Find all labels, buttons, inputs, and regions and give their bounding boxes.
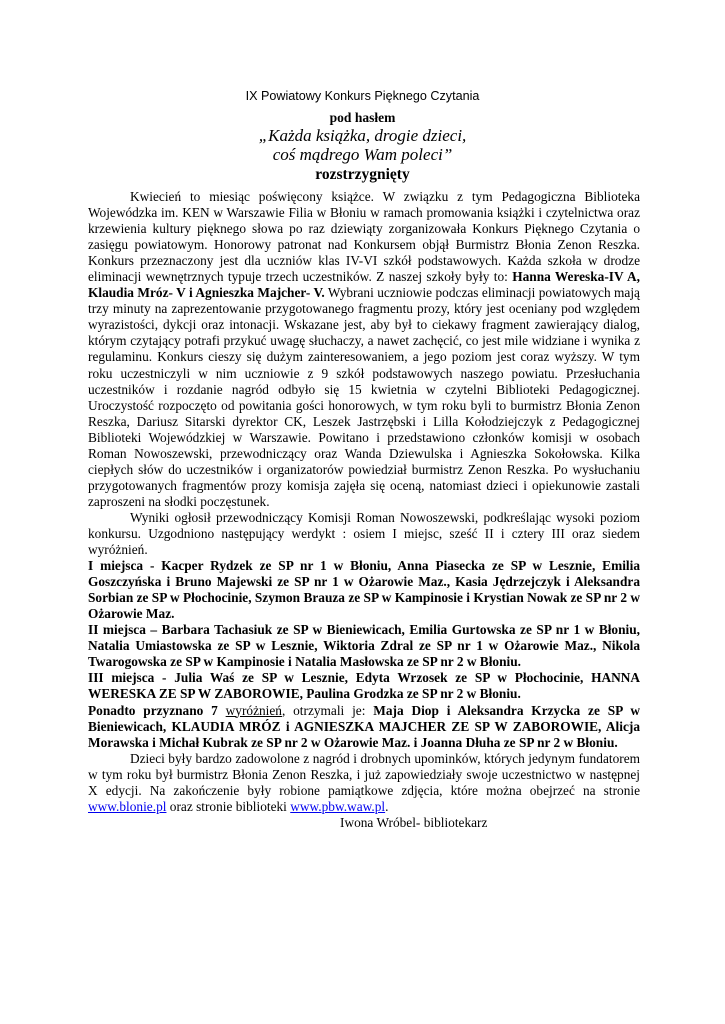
distinctions-mid: , otrzymali je: xyxy=(281,702,374,718)
motto-line-1: „Każda książka, drogie dzieci, xyxy=(258,126,467,145)
distinctions-names: Maja Diop i Aleksandra Krzycka ze SP w Bieniewicach, KLAUDIA MRÓZ i AGNIESZKA MAJCHER ZE SP W ZABOROWIE, Alicja Morawska i Michał Kubrak ze SP nr 2 w Ożarowie Maz. i Joanna Dłuha ze SP nr 2 w Błoniu. xyxy=(88,702,640,750)
verdict-paragraph: Wyniki ogłosił przewodniczący Komisji Roman Nowoszewski, podkreślając wysoki poziom konkursu. Uzgodniono następujący werdykt : osiem I miejsc, sześć II i cztery III oraz siedem wyróżnień. xyxy=(88,509,640,558)
article-body xyxy=(88,189,640,831)
distinctions-paragraph xyxy=(88,703,640,751)
document-title: IX Powiatowy Konkurs Pięknego Czytania xyxy=(245,89,480,103)
third-places: III miejsca - Julia Waś ze SP w Lesznie, Edyta Wrzosek ze SP w Płochocinie, HANNA WERESKA ZE SP W ZABOROWIE, Paulina Grodzka ze SP nr 2 w Błoniu. xyxy=(88,670,640,702)
motto-line-2: coś mądrego Wam poleci” xyxy=(272,145,453,164)
distinctions-word: wyróżnień xyxy=(225,702,282,718)
resolved-heading: rozstrzygnięty xyxy=(315,166,410,183)
intro-text-2: Wybrani uczniowie podczas eliminacji powiatowych mają trzy minuty na zaprezentowanie przygotowanego fragmentu prozy, który jest oceniany pod względem wyrazistości, dykcji oraz intonacji. Wskazane jest, aby był to ciekawy fragment zawierający dialog, którym czytający potrafi przykuć uwagę słuchaczy, a nawet zachęcić, co jest mile widziane i wynika z regulaminu. Konkurs cieszy się dużym zainteresowaniem, a jego poziom jest coraz wyższy. W tym roku uczestniczyli w nim uczniowie z 9 szkół podstawowych naszego powiatu. Przesłuchania uczestników i rozdanie nagród odbyło się 15 kwietnia w czytelni Biblioteki Pedagogicznej. Uroczystość rozpoczęto od powitania gości honorowych, w tym roku byli to burmistrz Błonia Zenon Reszka, Dariusz Sitarski dyrektor CK, Leszek Jastrzębski i Lilla Kołodziejczyk z Pedagogicznej Biblioteki Wojewódzkiej w Warszawie. Powitano i przedstawiono członków komisji w osobach Roman Nowoszewski, przewodniczący oraz Wanda Dziewulska i Agnieszka Sokołowska. Kilka ciepłych słów do uczestników i organizatorów powiedział burmistrz Zenon Reszka. Po wysłuchaniu przygotowanych fragmentów prozy komisja zajęła się oceną, natomiast dzieci i opiekunowie zastali zaproszeni na słodki poczęstunek. xyxy=(88,285,640,509)
blonie-link[interactable]: www.blonie.pl xyxy=(88,798,167,814)
closing-text-3: . xyxy=(385,798,389,814)
school-participants: Hanna Wereska-IV A, Klaudia Mróz- V i Agnieszka Majcher- V. xyxy=(88,269,640,301)
second-places: II miejsca – Barbara Tachasiuk ze SP w Bieniewicach, Emilia Gurtowska ze SP nr 1 w Błoniu, Natalia Umiastowska ze SP w Lesznie, Wiktoria Zdral ze SP nr 1 w Ożarowie Maz., Nikola Twarogowska ze SP w Kampinosie i Natalia Masłowska ze SP nr 2 w Błoniu. xyxy=(88,622,640,670)
document-subtitle: pod hasłem xyxy=(329,110,396,125)
author-signature: Iwona Wróbel- bibliotekarz xyxy=(340,814,488,830)
closing-text-1: Dzieci były bardzo zadowolone z nagród i drobnych upominków, których jedynym fundatorem w tym roku był burmistrz Błonia Zenon Reszka, i już zapowiedziały swoje uczestnictwo w następnej X edycji. Na zakończenie były robione pamiątkowe zdjęcia, które można obejrzeć na stronie xyxy=(88,750,640,798)
intro-paragraph xyxy=(88,189,640,510)
first-places: I miejsca - Kacper Rydzek ze SP nr 1 w Błoniu, Anna Piasecka ze SP w Lesznie, Emilia Goszczyńska i Bruno Majewski ze SP nr 1 w Ożarowie Maz., Kasia Jędrzejczyk i Aleksandra Sorbian ze SP w Płochocinie, Szymon Brauza ze SP w Kampinosie i Krystian Nowak ze SP nr 2 w Ożarowie Maz. xyxy=(88,558,640,622)
contest-motto xyxy=(0,126,725,164)
closing-text-2: oraz stronie biblioteki xyxy=(166,798,291,814)
library-link[interactable]: www.pbw.waw.pl xyxy=(290,798,386,814)
distinctions-lead: Ponadto przyznano 7 xyxy=(88,702,226,718)
intro-text-1: Kwiecień to miesiąc poświęcony książce. W związku z tym Pedagogiczna Biblioteka Wojewódzka im. KEN w Warszawie Filia w Błoniu w ramach promowania książki i czytelnictwa oraz krzewienia kultury pięknego słowa po raz dziewiąty zorganizowała Konkurs Pięknego Czytania o zasięgu powiatowym. Honorowy patronat nad Konkursem objął Burmistrz Błonia Zenon Reszka. Konkurs przeznaczony jest dla uczniów klas IV-VI szkół podstawowych. Każda szkoła w drodze eliminacji wewnętrznych typuje trzech uczestników. Z naszej szkoły były to: xyxy=(88,189,640,285)
closing-paragraph xyxy=(88,751,640,815)
